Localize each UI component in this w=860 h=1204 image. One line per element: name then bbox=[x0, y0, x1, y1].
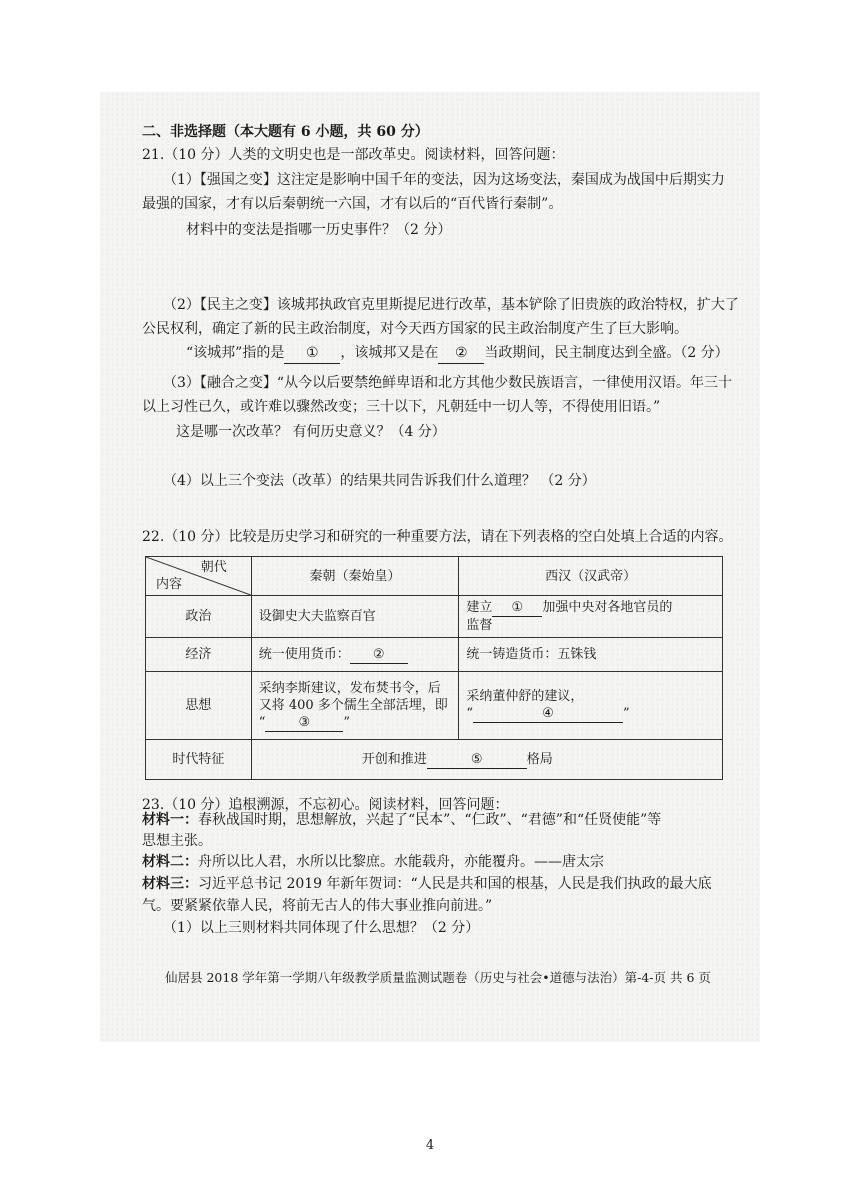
era-text-a: 开创和推进 bbox=[361, 751, 427, 767]
page-number: 4 bbox=[425, 1138, 435, 1153]
comparison-table bbox=[145, 556, 723, 780]
corner-label-dynasty: 朝代 bbox=[200, 560, 227, 575]
row-label-thought: 思想 bbox=[146, 672, 252, 740]
q21-p2-text-b: ，该城邦又是在 bbox=[340, 345, 439, 361]
cell-economy-qin bbox=[251, 638, 459, 672]
q21-p1-question: 材料中的变法是指哪一历史事件？（2 分） bbox=[186, 222, 452, 238]
politics-han-text-a: 建立 bbox=[466, 600, 493, 615]
col-header-han: 西汉（汉武帝） bbox=[459, 557, 723, 596]
politics-han-text-b: 加强中央对各地官员的 bbox=[542, 600, 673, 615]
q22-blank-4: ④ bbox=[473, 705, 623, 723]
q21-blank-2: ② bbox=[438, 343, 484, 364]
q21-p4: （4）以上三个变法（改革）的结果共同告诉我们什么道理？ （2 分） bbox=[163, 473, 596, 489]
q21-p3-line1: （3）【融合之变】“从今以后要禁绝鲜卑语和北方其他少数民族语言，一律使用汉语。年三十 bbox=[163, 375, 733, 391]
section-title: 二、非选择题（本大题有 6 小题，共 60 分） bbox=[142, 124, 429, 140]
thought-qin-line1: 采纳李斯建议，发布焚书令，后 bbox=[258, 680, 441, 696]
table-header-row bbox=[146, 557, 723, 596]
q23-material-1 bbox=[142, 810, 661, 830]
economy-qin-text: 统一使用货币： bbox=[258, 646, 350, 662]
q21-p2-question bbox=[186, 343, 729, 364]
politics-han-text-c: 监督 bbox=[466, 618, 493, 633]
q21-p1-line1: （1）【强国之变】这注定是影响中国千年的变法，因为这场变法，秦国成为战国中后期实力 bbox=[163, 172, 725, 188]
thought-qin-line2: 又将 400 多个儒生全部活埋，即 bbox=[258, 697, 448, 713]
corner-label-content: 内容 bbox=[156, 577, 183, 592]
era-text-b: 格局 bbox=[526, 751, 553, 767]
page-footer: 仙居县 2018 学年第一学期八年级教学质量监测试题卷（历史与社会•道德与法治）第-4-页 共 6 页 bbox=[165, 970, 711, 985]
q21-p2-text-a: “该城邦”指的是 bbox=[186, 345, 285, 361]
row-label-economy: 经济 bbox=[146, 638, 252, 672]
col-header-qin: 秦朝（秦始皇） bbox=[251, 557, 459, 596]
cell-politics-han bbox=[459, 596, 723, 638]
cell-thought-qin: 采纳李斯建议，发布焚书令，后 又将 400 多个儒生全部活埋，即 “ ③ ” bbox=[251, 672, 459, 740]
cell-politics-qin: 设御史大夫监察百官 bbox=[251, 596, 459, 638]
q21-p3-question: 这是哪一次改革？ 有何历史意义？（4 分） bbox=[176, 424, 446, 440]
q23-material-1-cont: 思想主张。 bbox=[142, 833, 212, 849]
material-3-text: 习近平总书记 2019 年新年贺词：“人民是共和国的根基，人民是我们执政的最大底 bbox=[198, 876, 712, 892]
table-row bbox=[146, 672, 723, 740]
q21-p2-text-c: 当政期间，民主制度达到全盛。（2 分） bbox=[484, 345, 729, 361]
material-1-text: 春秋战国时期，思想解放，兴起了“民本”、“仁政”、“君德”和“任贤使能”等 bbox=[198, 812, 662, 828]
q23-p1: （1）以上三则材料共同体现了什么思想？（2 分） bbox=[163, 920, 480, 936]
q23-material-3 bbox=[142, 874, 712, 894]
q23-material-2 bbox=[142, 852, 604, 872]
q21-heading: 21.（10 分）人类的文明史也是一部改革史。阅读材料，回答问题： bbox=[142, 147, 565, 163]
table-row bbox=[146, 740, 723, 780]
material-3-label: 材料三： bbox=[142, 876, 198, 892]
q22-heading: 22.（10 分）比较是历史学习和研究的一种重要方法，请在下列表格的空白处填上合适的内容。 bbox=[142, 529, 733, 545]
q22-blank-5: ⑤ bbox=[427, 751, 527, 769]
table-row bbox=[146, 596, 723, 638]
table-row bbox=[146, 638, 723, 672]
row-label-politics: 政治 bbox=[146, 596, 252, 638]
q21-blank-1: ① bbox=[284, 343, 340, 364]
cell-economy-han: 统一铸造货币：五铢钱 bbox=[459, 638, 723, 672]
q21-p3-line2: 以上习性已久，或许难以骤然改变；三十以下，凡朝廷中一切人等，不得使用旧语。” bbox=[142, 399, 661, 415]
material-2-text: 舟所以比人君，水所以比黎庶。水能载舟，亦能覆舟。——唐太宗 bbox=[198, 854, 604, 870]
q22-blank-2: ② bbox=[350, 646, 408, 664]
q21-p1-line2: 最强的国家，才有以后秦朝统一六国，才有以后的“百代皆行秦制”。 bbox=[142, 196, 563, 212]
q21-p2-line1: （2）【民主之变】该城邦执政官克里斯提尼进行改革，基本铲除了旧贵族的政治特权，扩大了 bbox=[163, 297, 739, 313]
q21-p2-line2: 公民权利，确定了新的民主政治制度，对今天西方国家的民主政治制度产生了巨大影响。 bbox=[142, 321, 688, 337]
table-corner-cell bbox=[146, 557, 252, 596]
q22-blank-3: ③ bbox=[265, 714, 343, 732]
q23-material-3-cont: 气。要紧紧依靠人民，将前无古人的伟大事业推向前进。” bbox=[142, 898, 493, 914]
row-label-era: 时代特征 bbox=[146, 740, 252, 780]
material-2-label: 材料二： bbox=[142, 854, 198, 870]
q22-blank-1: ① bbox=[492, 599, 542, 617]
q23-heading: 23.（10 分）追根溯源，不忘初心。阅读材料，回答问题： bbox=[142, 797, 509, 813]
thought-han-line1: 采纳董仲舒的建议， bbox=[466, 689, 584, 704]
cell-thought-han: 采纳董仲舒的建议， “ ④ ” bbox=[459, 672, 723, 740]
material-1-label: 材料一： bbox=[142, 812, 198, 828]
cell-era bbox=[251, 740, 722, 780]
